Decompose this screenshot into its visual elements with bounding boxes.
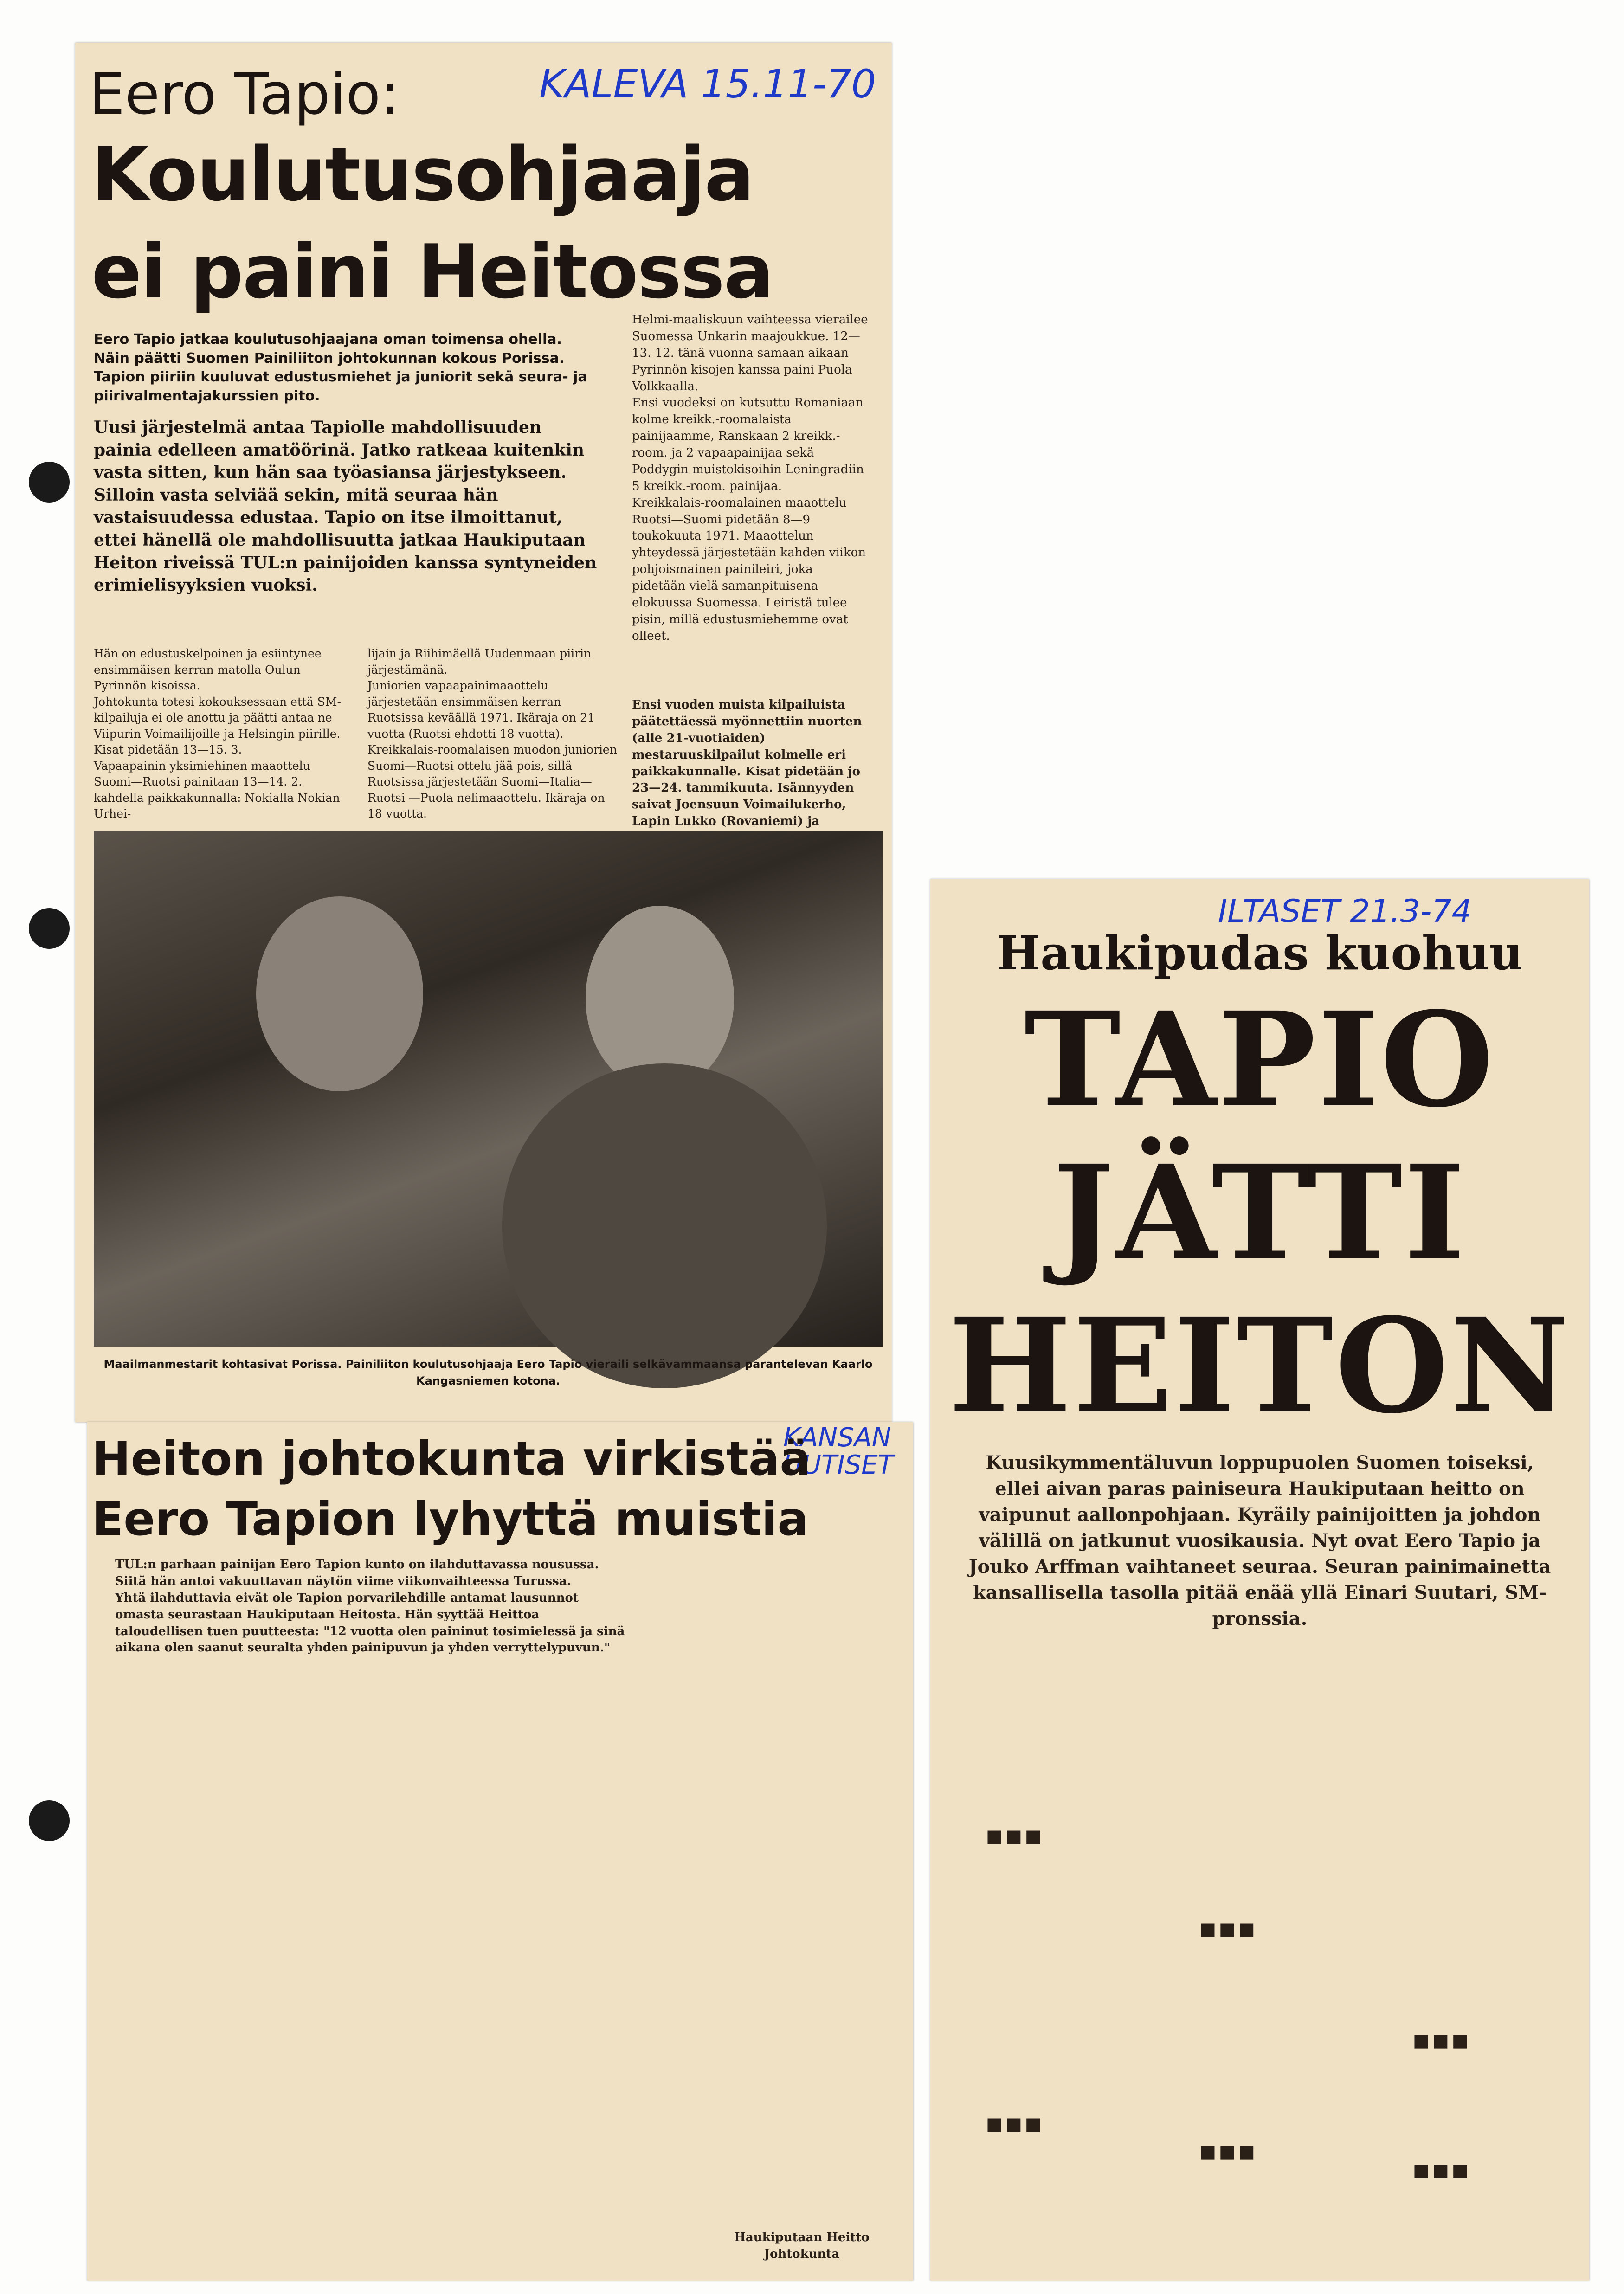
headline-line-1: TAPIO [1024, 984, 1495, 1136]
signature: Haukiputaan Heitto Johtokunta [734, 2230, 870, 2261]
section-separator: ■■■ [1199, 2141, 1258, 2162]
lead-paragraph: Kuusikymmentäluvun loppupuolen Suomen toiseksi, ellei aivan paras painiseura Haukiputaan heitto on vaipunut aallonpohjaan. Kyräily painijoitten ja johdon välillä on jatkunut vuosikausia. Nyt ovat Eero Tapio ja Jouko Arffman vaihtaneet seuraa. Seuran painimainetta kansallisella tasolla pitää enää yllä Einari Suutari, SM-pronssia. [968, 1452, 1551, 1630]
intro-paragraph: TUL:n parhaan painijan Eero Tapion kunto on ilahduttavassa nousussa. Siitä hän antoi vakuuttavan näytön viime viikonvaihteessa Turussa. Yhtä ilahduttavia eivät ole Tapion porvarilehdille antamat lausunnot omasta seurastaan Haukiputaan Heitosta. Hän syyttää Heittoa taloudellisen tuen puutteesta: "12 vuotta olen paininut tosimielessä ja sinä aikana olen saanut seuralta yhden painipuvun ja yhden verryttelypuvun." [115, 1558, 625, 1655]
clipping-kansan-uutiset [87, 1422, 913, 2281]
binder-hole-bottom [29, 1800, 70, 1841]
clipping-date-handwriting: ILTASET 21.3-74 [1218, 893, 1472, 930]
body-column-1: Hän on edustuskelpoinen ja esiintynee ensimmäisen kerran matolla Oulun Pyrinnön kisoissa. Johtokunta totesi kokouksessaan että SM-kilpailuja ei ole anottu ja päätti antaa ne Viipurin Voimailijoille ja Helsingin piirille. Kisat pidetään 13—15. 3. Vapaapainin yksimiehinen maaottelu Suomi—Ruotsi painitaan 13—14. 2. kahdella paikkakunnalla: Nokialla Nokian Urhei- [94, 647, 341, 820]
photo-figure-body-right [502, 1063, 827, 1388]
news-photo [94, 831, 883, 1347]
photo-caption: Maailmanmestarit kohtasivat Porissa. Painiliiton koulutusohjaaja Eero Tapio vieraili selkävammaansa parantelevan Kaarlo Kangasniemen kotona. [103, 1358, 873, 1387]
right-news-column: Helmi-maaliskuun vaihteessa vierailee Suomessa Unkarin maajoukkue. 12—13. 12. tänä vuonna samaan aikaan Pyrinnön kisojen kanssa paini Puola Volkkaalla. Ensi vuodeksi on kutsuttu Romaniaan kolme kreikk.-roomalaista painijaamme, Ranskaan 2 kreikk.-room. ja 2 vapaapainijaa sekä Poddygin muistokisoihin Leningradiin 5 kreikk.-room. painijaa. Kreikkalais-roomalainen maaottelu Ruotsi—Suomi pidetään 8—9 toukokuuta 1971. Maaottelun yhteydessä järjestetään kahden viikon pohjoismainen painileiri, joka pidetään vielä samanpituisena elokuussa Suomessa. Leiristä tulee pisin, millä edustusmiehemme ovat olleet. [632, 313, 868, 643]
body-column-2: lijain ja Riihimäellä Uudenmaan piirin järjestämänä. Juniorien vapaapainimaaottelu järjestetään ensimmäisen kerran Ruotsissa keväällä 1971. Ikäraja on 21 vuotta (Ruotsi ehdotti 18 vuotta). Kreikkalais-roomalaisen muodon juniorien Suomi—Ruotsi ottelu jää pois, sillä Ruotsissa järjestetään Suomi—Italia—Ruotsi —Puola nelimaaottelu. Ikäraja on 18 vuotta. [367, 647, 617, 820]
right-news-column-bold: Ensi vuoden muista kilpailuista päätettäessä myönnettiin nuorten (alle 21-vuotiaiden) mestaruuskilpailut kolmelle eri paikkakunnalle. Kisat pidetään jo 23—24. tammikuuta. Isännyyden saivat Joensuun Voimailukerho, Lapin Lukko (Rovaniemi) ja [632, 698, 862, 829]
headline-line-1: Koulutusohjaaja [91, 131, 754, 218]
headline-line-3: HEITON [948, 1290, 1571, 1443]
lead-paragraph-2: Uusi järjestelmä antaa Tapiolle mahdollisuuden painia edelleen amatöörinä. Jatko ratkeaa kuitenkin vasta sitten, kun hän saa työasiansa järjestykseen. Silloin vasta selviää sekin, mitä seuraa hän vastaisuudessa edustaa. Tapio on itse ilmoittanut, ettei hänellä ole mahdollisuutta jatkaa Haukiputaan Heiton riveissä TUL:n painijoiden kanssa syntyneiden erimielisyyksien vuoksi. [94, 418, 597, 595]
headline-line-2: Eero Tapion lyhyttä muistia [92, 1492, 809, 1546]
binder-hole-middle [29, 908, 70, 949]
section-separator: ■■■ [1199, 1919, 1258, 1939]
kicker: Haukipudas kuohuu [996, 926, 1523, 980]
clipping-source-handwriting: KANSAN UUTISET [783, 1423, 894, 1480]
headline-line-1: Heiton johtokunta virkistää [92, 1431, 811, 1486]
kicker: Eero Tapio: [89, 61, 400, 127]
photo-figure-left [256, 896, 423, 1091]
clipping-date-handwriting: KALEVA 15.11-70 [539, 61, 876, 107]
binder-hole-top [29, 462, 70, 503]
section-separator: ■■■ [1413, 2030, 1471, 2050]
section-separator: ■■■ [1413, 2160, 1471, 2180]
lead-paragraph-1: Eero Tapio jatkaa koulutusohjaajana oman toimensa ohella. Näin päätti Suomen Painiliiton johtokunnan kokous Porissa. Tapion piiriin kuuluvat edustusmiehet ja juniorit sekä seura- ja piirivalmentajakurssien pito. [94, 331, 587, 404]
section-separator: ■■■ [986, 1826, 1044, 1846]
clipping-kaleva [75, 43, 892, 1422]
headline-line-2: ei paini Heitossa [91, 228, 773, 315]
headline-line-2: JÄTTI [1052, 1137, 1467, 1289]
section-separator: ■■■ [986, 2114, 1044, 2134]
clipping-ilta-sanomat [930, 879, 1589, 2281]
